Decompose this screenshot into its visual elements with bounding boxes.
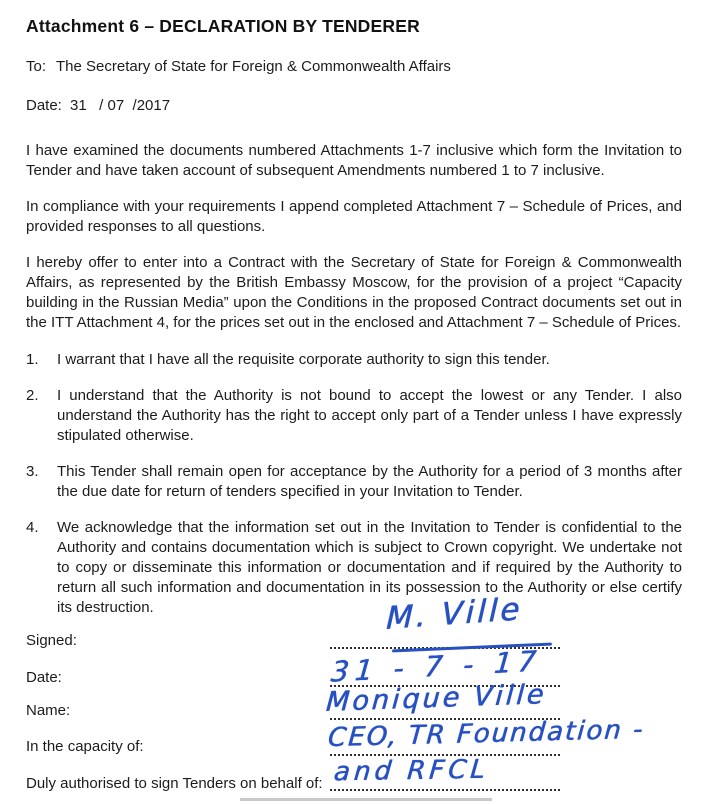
name-dotted-line [330, 718, 560, 720]
scan-artifact-line [240, 798, 492, 801]
to-value: The Secretary of State for Foreign & Commonwealth Affairs [56, 58, 451, 75]
to-label: To: [26, 58, 47, 75]
list-item-number: 1. [26, 351, 39, 368]
list-item [26, 386, 682, 446]
list-item-text: I warrant that I have all the requisite corporate authority to sign this tender. [57, 351, 550, 368]
list-item [26, 518, 682, 618]
paragraph-offer: I hereby offer to enter into a Contract with the Secretary of State for Foreign & Commonwealth Affairs, as represented by the British Embassy Moscow, for the provision of a project “Capacity building in the Russian Media” upon the Conditions in the proposed Contract documents set out in the ITT Attachment 4, for the prices set out in the enclosed and Attachment 7 – Schedule of Prices. [26, 254, 682, 331]
list-item [26, 462, 682, 502]
signature-block [26, 591, 682, 804]
list-item-number: 2. [26, 387, 39, 404]
handwritten-date: 31 - 7 - 17 [329, 644, 544, 689]
list-item-text: We acknowledge that the information set out in the Invitation to Tender is confidential to the Authority and contains documentation which is subject to Crown copyright. We undertake not to copy or disseminate this information or documentation and if required by the Authority to return all such information and documentation in its possession to the Authority or else certify its destruction. [57, 519, 682, 616]
list-item-number: 4. [26, 519, 39, 536]
date-dotted-line [330, 685, 560, 687]
capacity-label: In the capacity of: [26, 738, 144, 755]
behalf-label: Duly authorised to sign Tenders on behalf of: [26, 775, 323, 792]
date-line [26, 96, 682, 116]
name-label: Name: [26, 702, 71, 719]
signed-label: Signed: [26, 632, 77, 649]
date-label: Date: [26, 97, 62, 114]
handwritten-capacity: CEO, TR Foundation - [326, 714, 646, 754]
paragraph-examined: I have examined the documents numbered Attachments 1-7 inclusive which form the Invitation to Tender and have taken account of subsequent Amendments numbered 1 to 7 inclusive. [26, 142, 682, 179]
paragraph-compliance: In compliance with your requirements I append completed Attachment 7 – Schedule of Prices, and provided responses to all questions. [26, 198, 682, 235]
capacity-dotted-line [330, 754, 560, 756]
behalf-dotted-line [330, 789, 560, 791]
list-item-number: 3. [26, 463, 39, 480]
list-item-text: I understand that the Authority is not bound to accept the lowest or any Tender. I also understand the Authority has the right to accept only part of a Tender unless I have expressly stipulated otherwise. [57, 387, 682, 444]
list-item-text: This Tender shall remain open for acceptance by the Authority for a period of 3 months after the due date for return of tenders specified in your Invitation to Tender. [57, 463, 682, 500]
signature-date-label: Date: [26, 669, 62, 686]
list-item [26, 350, 682, 370]
to-line [26, 57, 682, 77]
date-value: 31 / 07 /2017 [70, 97, 171, 114]
handwritten-name: Monique Ville [324, 679, 548, 718]
document-title: Attachment 6 – DECLARATION BY TENDERER [26, 16, 420, 36]
handwritten-signature: M. Ville [385, 591, 524, 637]
handwritten-behalf: and RFCL [332, 754, 491, 788]
